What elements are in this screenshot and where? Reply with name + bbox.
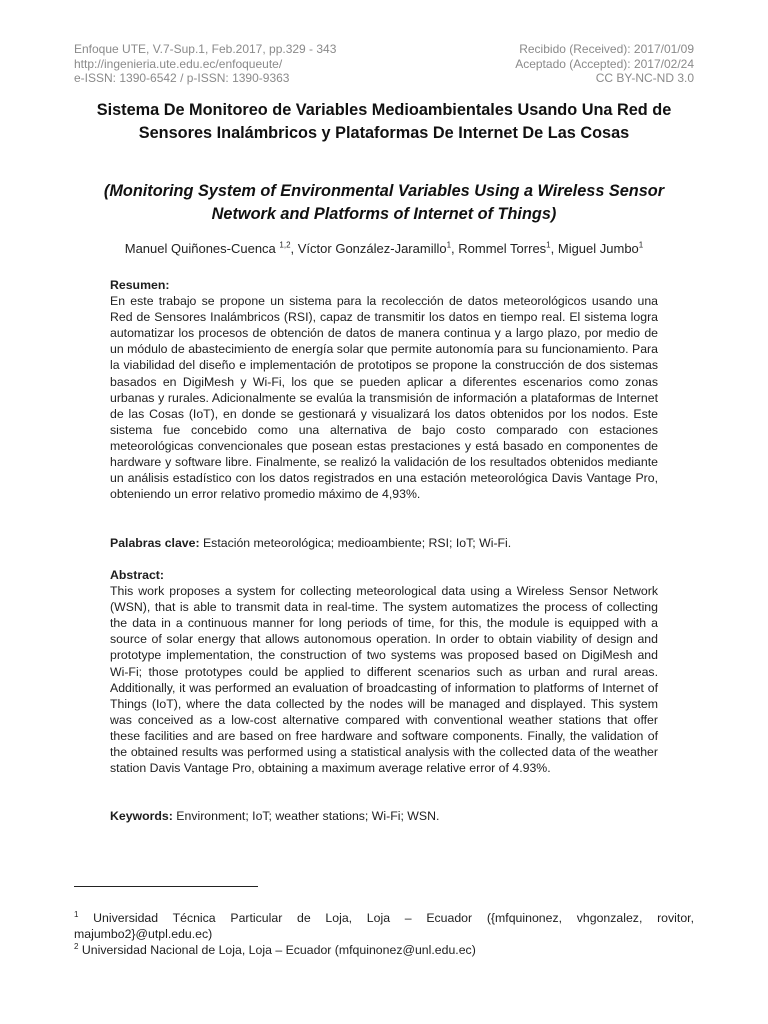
- abstract-text: This work proposes a system for collecting meteorological data using a Wireless Sensor Network (WSN), that is able to transmit data in real-time. The system automatizes the process of collecting the data in a continuous manner for long periods of time, for this, the module is equipped with a source of solar energy that allows autonomous operation. In order to obtain viability of design and prototype implementation, the construction of two systems was proposed based on DigiMesh and Wi-Fi; those prototypes could be applied to different scenarios such as urban and rural areas. Additionally, it was performed an evaluation of broadcasting of information to platforms of Internet of Things (IoT), where the data collected by the nodes will be managed and displayed. This system was conceived as a low-cost alternative compared with conventional weather stations that offer these facilities and are based on free hardware and software components. Finally, the validation of the obtained results was performed using a statistical analysis with the collected data of the weather station Davis Vantage Pro, obtaining a maximum average relative error of 4.93%.: [110, 584, 658, 776]
- footnote-divider: [74, 886, 258, 887]
- author: Rommel Torres$^1$,: [458, 240, 558, 256]
- footnotes: [74, 910, 694, 958]
- author: Miguel Jumbo$^1$: [557, 240, 644, 256]
- author: Manuel Quiñones-Cuenca $^{1,2}$,: [124, 240, 298, 256]
- received-date: Recibido (Received): 2017/01/09: [519, 42, 694, 56]
- author-list: [60, 240, 708, 258]
- journal-header-right: [515, 42, 694, 86]
- abstract-section: [110, 567, 658, 776]
- title-english: (Monitoring System of Environmental Variables Using a Wireless Sensor Network and Platforms of Internet of Things): [103, 182, 665, 223]
- palabras-clave-text: Estación meteorológica; medioambiente; RSI; IoT; Wi-Fi.: [199, 536, 512, 550]
- journal-header-left: [74, 42, 336, 86]
- footnote-2: $^2$ Universidad Nacional de Loja, Loja – Ecuador (mfquinonez@unl.edu.ec): [74, 941, 476, 957]
- journal-citation: Enfoque UTE, V.7-Sup.1, Feb.2017, pp.329 - 343: [74, 42, 337, 56]
- title-spanish: Sistema De Monitoreo de Variables Medioambientales Usando Una Red de Sensores Inalámbricos y Plataformas De Internet De Las Cosas: [96, 101, 672, 142]
- resumen-text: En este trabajo se propone un sistema para la recolección de datos meteorológicos usando una Red de Sensores Inalámbricos (RSI), capaz de transmitir los datos en tiempo real. El sistema logra automatizar los procesos de obtención de datos de manera continua y a largo plazo, por medio de un módulo de abastecimiento de energía solar que permite autonomía para su funcionamiento. Para la viabilidad del diseño e implementación de prototipos se propone la construcción de dos sistemas basados en DigiMesh y Wi-Fi, los que se pueden aplicar a diferentes escenarios como zonas urbanas y rurales. Adicionalmente se evalúa la transmisión de información a plataformas de Internet de las Cosas (IoT), en donde se gestionará y visualizará los datos obtenidos por los nodos. Este sistema fue concebido como una alternativa de bajo costo comparado con estaciones meteorológicas convencionales que posean estas prestaciones y está basado en componentes de hardware y software libre. Finalmente, se realizó la validación de los resultados obtenidos mediante un análisis estadístico con los datos registrados en una estación meteorológica Davis Vantage Pro, obteniendo un error relativo promedio máximo de 4,93%.: [110, 294, 658, 502]
- keywords-text: Environment; IoT; weather stations; Wi-Fi; WSN.: [172, 809, 440, 823]
- license: CC BY-NC-ND 3.0: [595, 71, 694, 85]
- journal-url[interactable]: http://ingenieria.ute.edu.ec/enfoqueute/: [74, 56, 283, 71]
- palabras-clave-section: [110, 535, 658, 551]
- abstract-heading: Abstract:: [110, 568, 164, 582]
- keywords-section: [110, 808, 658, 824]
- resumen-heading: Resumen:: [110, 278, 170, 292]
- resumen-section: [110, 277, 658, 502]
- accepted-date: Aceptado (Accepted): 2017/02/24: [515, 56, 694, 71]
- journal-issn: e-ISSN: 1390-6542 / p-ISSN: 1390-9363: [74, 71, 290, 85]
- keywords-label: Keywords:: [110, 809, 173, 823]
- palabras-clave-label: Palabras clave:: [110, 536, 200, 550]
- footnote-1: $^1$ Universidad Técnica Particular de Loja, Loja – Ecuador ({mfquinonez, vhgonzalez, rovitor, majumbo2}@utpl.edu.ec): [74, 909, 694, 941]
- author: Víctor González-Jaramillo$^1$,: [297, 240, 459, 256]
